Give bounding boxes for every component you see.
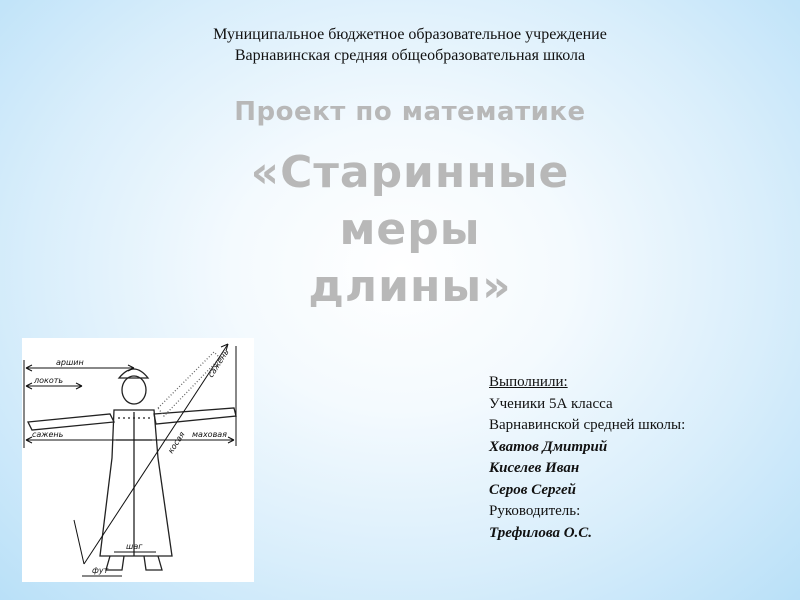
right-arm (154, 408, 236, 424)
school-name: Варнавинской средней школы: (489, 417, 686, 433)
measures-illustration (22, 338, 254, 582)
supervisor-name: Трефилова О.С. (489, 524, 593, 541)
student-name: Киселев Иван (489, 460, 580, 476)
coat (100, 410, 172, 556)
main-title (0, 144, 800, 315)
main-title-line-3: длины» (308, 261, 512, 312)
label-makhovaya: маховая (192, 430, 227, 439)
main-title-line-1: «Старинные (250, 147, 570, 198)
label-fut: фут (92, 566, 109, 575)
main-title-line-2: меры (339, 204, 481, 255)
man-measures-diagram (22, 338, 254, 582)
label-lokot: локоть (34, 376, 64, 385)
credits-block (489, 372, 789, 544)
left-arm (28, 414, 114, 430)
label-kosaya: косая (166, 430, 187, 456)
student-name: Хватов Дмитрий (489, 438, 608, 455)
label-arshin: аршин (56, 358, 84, 367)
student-name: Серов Сергей (489, 481, 577, 498)
label-sazhen-diagonal: сажень (206, 347, 231, 380)
header-line-2: Варнавинская средняя общеобразовательная школа (234, 47, 586, 64)
performed-by-label: Выполнили: (489, 374, 568, 390)
supervisor-label: Руководитель: (489, 503, 581, 519)
label-shag: шаг (126, 542, 143, 551)
label-sazhen: сажень (32, 430, 64, 439)
head (122, 376, 146, 404)
school-header (0, 24, 800, 66)
kosaya-line (84, 344, 228, 564)
header-line-1: Муниципальное бюджетное образовательное учреждение (213, 26, 607, 43)
project-subtitle: Проект по математике (234, 97, 586, 127)
students-class: Ученики 5А класса (489, 395, 613, 412)
title-block (0, 92, 800, 315)
